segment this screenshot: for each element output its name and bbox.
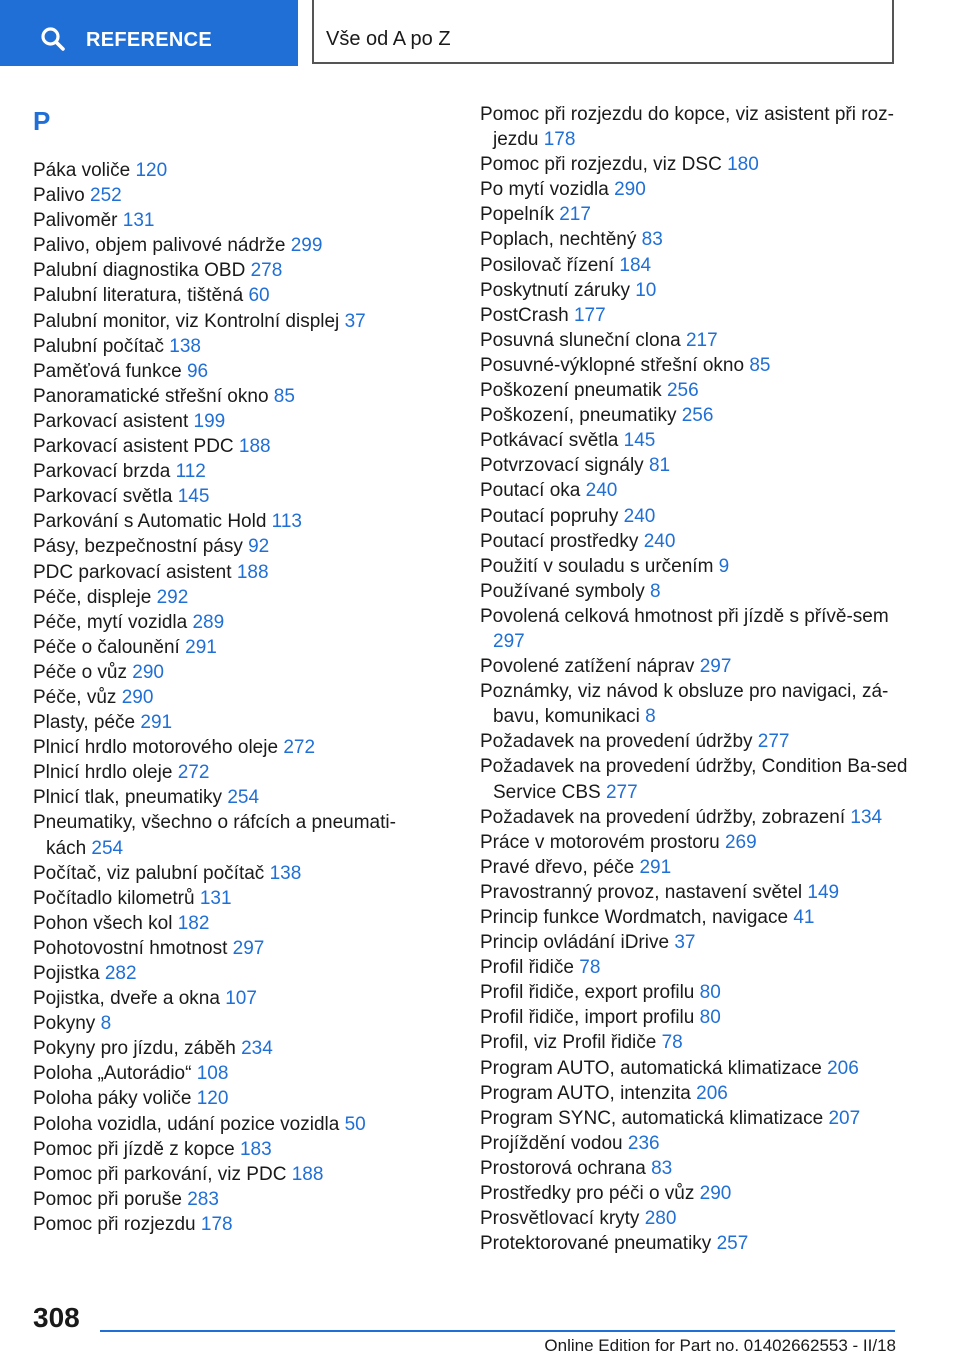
index-column-right	[480, 102, 910, 1256]
index-entry	[480, 278, 910, 303]
index-entry-text: Prostorová ochrana	[480, 1157, 646, 1179]
index-entry-page-link[interactable]: 272	[177, 762, 210, 784]
index-entry	[33, 986, 433, 1011]
index-entry	[33, 233, 433, 258]
index-entry-page-link[interactable]: 81	[648, 455, 671, 477]
index-entry	[480, 202, 910, 227]
index-entry-page-link[interactable]: 177	[573, 304, 606, 326]
index-entry-text: Poutací popruhy	[480, 505, 619, 527]
index-entry	[33, 810, 433, 860]
index-entry-page-link[interactable]: 206	[827, 1057, 859, 1079]
index-entry	[480, 1005, 910, 1030]
index-entry-text: Poplach, nechtěný	[480, 229, 637, 251]
index-entry	[480, 353, 910, 378]
index-entry-text: Pomoc při rozjezdu	[33, 1213, 196, 1235]
index-entry	[480, 1081, 910, 1106]
index-entry-text: Profil, viz Profil řidiče	[480, 1032, 657, 1054]
index-entry	[480, 378, 910, 403]
index-entry-text: Palubní monitor, viz Kontrolní displej	[33, 310, 340, 332]
index-entry-page-link[interactable]: 252	[90, 185, 122, 207]
index-entry-text: Poloha „Autorádio“	[33, 1063, 192, 1085]
index-entry-text: Poutací prostředky	[480, 530, 639, 552]
index-entry-page-link[interactable]: 131	[199, 887, 232, 909]
index-entry-text: Pravostranný provoz, nastavení světel	[480, 881, 803, 903]
index-entry-page-link[interactable]: 290	[699, 1183, 732, 1205]
index-entry-text: Palivo, objem palivové nádrže	[33, 235, 286, 257]
index-entry-text: Poutací oka	[480, 480, 581, 502]
index-entry	[33, 534, 433, 559]
index-entry-page-link[interactable]: 78	[579, 957, 601, 979]
index-entry-page-link[interactable]: 240	[585, 480, 618, 502]
index-entry-page-link[interactable]: 10	[635, 279, 657, 301]
index-entry-text: Poškození pneumatik	[480, 380, 662, 402]
index-entry-text: Pásy, bezpečnostní pásy	[33, 536, 243, 558]
index-entry-text: Palubní diagnostika OBD	[33, 260, 246, 282]
index-entry-page-link[interactable]: 236	[627, 1132, 660, 1154]
index-entry-page-link[interactable]: 280	[644, 1208, 677, 1230]
index-entry-text: Prosvětlovací kryty	[480, 1208, 640, 1230]
index-entry	[33, 1187, 433, 1212]
index-entry	[480, 930, 910, 955]
index-entry-text: Parkovací asistent PDC	[33, 436, 234, 458]
index-entry-text: Pomoc při poruše	[33, 1188, 182, 1210]
index-entry	[33, 886, 433, 911]
index-entry-text: Princip ovládání iDrive	[480, 932, 670, 954]
index-entry-text: Péče, displeje	[33, 586, 152, 608]
index-entry	[480, 478, 910, 503]
index-entry-page-link[interactable]: 131	[122, 210, 155, 232]
index-entry-page-link[interactable]: 50	[344, 1113, 366, 1135]
index-entry	[33, 459, 433, 484]
index-entry	[480, 980, 910, 1005]
index-entry	[480, 554, 910, 579]
index-entry-page-link[interactable]: 256	[681, 405, 714, 427]
index-entry-page-link[interactable]: 297	[232, 937, 265, 959]
index-entry-text: Popelník	[480, 204, 554, 226]
index-entry-page-link[interactable]: 206	[696, 1082, 728, 1104]
index-entry	[33, 1212, 433, 1237]
index-entry-page-link[interactable]: 282	[104, 963, 137, 984]
index-entry-page-link[interactable]: 291	[140, 712, 173, 734]
footer-divider	[100, 1330, 895, 1332]
index-entry-text: Povolené zatížení náprav	[480, 656, 695, 678]
index-entry-text: Profil řidiče	[480, 957, 574, 979]
index-entry-text: Princip funkce Wordmatch, navigace	[480, 907, 789, 928]
index-entry-text: Potkávací světla	[480, 430, 619, 452]
index-entry	[33, 258, 433, 283]
index-entry	[480, 1231, 910, 1256]
index-entry-text: Požadavek na provedení údržby	[480, 731, 753, 753]
page-number: 308	[33, 1302, 80, 1333]
index-entry	[33, 911, 433, 936]
index-entry	[480, 905, 910, 930]
index-entry	[33, 183, 433, 208]
index-entry-page-link[interactable]: 108	[196, 1063, 229, 1085]
index-entry-text: Palubní počítač	[33, 335, 164, 357]
index-entry-page-link[interactable]: 256	[666, 380, 699, 402]
index-entry-page-link[interactable]: 184	[619, 254, 652, 276]
index-entry	[33, 1162, 433, 1187]
index-entry-text: Program SYNC, automatická klimatizace	[480, 1107, 824, 1129]
index-entry-page-link[interactable]: 9	[718, 555, 730, 577]
index-entry-text: PDC parkovací asistent	[33, 561, 232, 583]
index-entry-page-link[interactable]: 199	[193, 410, 226, 432]
index-entry	[480, 830, 910, 855]
index-entry-page-link[interactable]: 37	[674, 932, 696, 954]
index-entry-text: Parkovací brzda	[33, 461, 171, 483]
index-entry-page-link[interactable]: 278	[250, 260, 283, 282]
index-entry-page-link[interactable]: 290	[614, 179, 646, 201]
index-entry-page-link[interactable]: 178	[543, 129, 576, 151]
index-entry-text: Práce v motorovém prostoru	[480, 831, 720, 853]
index-entry-text: Parkovací asistent	[33, 410, 189, 432]
index-entry	[33, 1011, 433, 1036]
index-entry-page-link[interactable]: 290	[121, 686, 154, 708]
index-entry-text: Projíždění vodou	[480, 1132, 623, 1154]
index-entry-text: Pohotovostní hmotnost	[33, 937, 228, 959]
section-title: Vše od A po Z	[326, 28, 451, 50]
index-entry-text: Posuvné-výklopné střešní okno	[480, 354, 745, 376]
index-entry	[33, 384, 433, 409]
index-entry-text: PostCrash	[480, 304, 569, 326]
index-entry-text: Pojistka	[33, 963, 100, 984]
index-entry-page-link[interactable]: 85	[749, 354, 771, 376]
index-entry-page-link[interactable]: 78	[661, 1032, 683, 1054]
index-entry	[33, 585, 433, 610]
index-entry-text: Péče o vůz	[33, 661, 127, 683]
index-entry-page-link[interactable]: 289	[192, 611, 225, 633]
index-entry-page-link[interactable]: 96	[186, 360, 209, 382]
index-entry-text: Plasty, péče	[33, 712, 136, 734]
index-entry-text: Poškození, pneumatiky	[480, 405, 677, 427]
index-entry-page-link[interactable]: 240	[623, 505, 656, 527]
index-entry	[480, 1206, 910, 1231]
index-entry	[33, 334, 433, 359]
index-entry	[33, 359, 433, 384]
index-entry-page-link[interactable]: 188	[236, 561, 269, 583]
footer-edition-text: Online Edition for Part no. 01402662553 - II/18	[544, 1336, 896, 1355]
index-entry-text: Pohon všech kol	[33, 912, 173, 934]
index-entry-page-link[interactable]: 138	[269, 862, 302, 884]
index-entry	[33, 635, 433, 660]
index-entry-page-link[interactable]: 178	[200, 1213, 233, 1235]
index-entry	[480, 679, 910, 729]
index-entry	[33, 1061, 433, 1086]
index-entry	[33, 861, 433, 886]
index-entry-page-link[interactable]: 291	[185, 636, 217, 658]
index-entry	[33, 936, 433, 961]
index-entry-page-link[interactable]: 217	[685, 329, 718, 351]
index-entry-page-link[interactable]: 290	[132, 661, 164, 683]
index-entry	[33, 509, 433, 534]
index-entry	[480, 227, 910, 252]
index-entry	[33, 760, 433, 785]
index-entry-page-link[interactable]: 291	[639, 856, 672, 878]
index-entry-text: Program AUTO, automatická klimatizace	[480, 1057, 822, 1079]
index-entry-text: Používané symboly	[480, 580, 645, 602]
index-entry-text: Plnicí hrdlo motorového oleje	[33, 737, 279, 759]
index-entry	[480, 579, 910, 604]
index-entry-text: Protektorované pneumatiky	[480, 1233, 712, 1255]
index-entry	[480, 1156, 910, 1181]
index-entry	[33, 785, 433, 810]
index-entry-page-link[interactable]: 183	[239, 1138, 272, 1160]
index-entry	[33, 660, 433, 685]
index-section-letter: P	[33, 106, 51, 136]
index-entry-page-link[interactable]: 188	[291, 1163, 324, 1185]
reference-label: REFERENCE	[86, 29, 213, 51]
index-entry-page-link[interactable]: 120	[196, 1088, 229, 1110]
index-entry	[33, 735, 433, 760]
index-entry-page-link[interactable]: 83	[651, 1157, 673, 1179]
index-entry	[33, 309, 433, 334]
index-entry-text: Palivoměr	[33, 210, 118, 232]
index-entry	[480, 729, 910, 754]
index-entry-page-link[interactable]: 37	[344, 310, 366, 332]
index-entry-text: Palivo	[33, 185, 85, 207]
index-entry-page-link[interactable]: 138	[169, 335, 201, 357]
index-entry-page-link[interactable]: 297	[493, 630, 525, 652]
index-entry	[33, 1036, 433, 1061]
index-entry-page-link[interactable]: 8	[645, 706, 656, 728]
index-entry	[480, 955, 910, 980]
index-entry	[480, 303, 910, 328]
index-entry-text: Povolená celková hmotnost při jízdě s přívě-sem	[480, 605, 889, 627]
page-header	[0, 0, 960, 66]
index-entry-text: Profil řidiče, import profilu	[480, 1007, 695, 1029]
index-entry-page-link[interactable]: 277	[757, 731, 790, 753]
index-entry-text: Pravé dřevo, péče	[480, 856, 635, 878]
index-entry-page-link[interactable]: 257	[716, 1233, 749, 1255]
index-entry-page-link[interactable]: 292	[156, 586, 189, 608]
index-entry	[480, 504, 910, 529]
index-entry-page-link[interactable]: 113	[271, 511, 302, 533]
index-entry-page-link[interactable]: 8	[650, 580, 661, 602]
index-entry-text: Pomoc při parkování, viz PDC	[33, 1163, 287, 1185]
index-entry	[480, 152, 910, 177]
index-entry	[480, 1030, 910, 1055]
index-entry-text: Posilovač řízení	[480, 254, 615, 276]
index-entry	[33, 961, 433, 986]
index-entry-text: Prostředky pro péči o vůz	[480, 1183, 695, 1205]
index-entry-text: Parkování s Automatic Hold	[33, 511, 267, 533]
index-entry	[480, 453, 910, 478]
index-entry-page-link[interactable]: 283	[187, 1188, 219, 1210]
index-entry	[480, 253, 910, 278]
index-entry-text: Pokyny	[33, 1013, 96, 1035]
index-entry-text: Pojistka, dveře a okna	[33, 988, 220, 1010]
index-entry	[480, 754, 910, 804]
index-entry	[33, 434, 433, 459]
index-entry-text: Pomoc při jízdě z kopce	[33, 1138, 235, 1160]
index-entry-page-link[interactable]: 182	[177, 912, 210, 934]
index-entry-page-link[interactable]: 207	[828, 1107, 861, 1129]
index-entry-page-link[interactable]: 80	[699, 982, 721, 1004]
index-entry-text: Plnicí tlak, pneumatiky	[33, 787, 223, 809]
index-entry-page-link[interactable]: 145	[177, 486, 210, 508]
index-entry-text: Potvrzovací signály	[480, 455, 644, 477]
index-entry	[480, 529, 910, 554]
index-entry-page-link[interactable]: 60	[248, 285, 270, 307]
index-entry-text: Pokyny pro jízdu, záběh	[33, 1038, 236, 1060]
index-entry	[480, 604, 910, 654]
index-entry-text: Po mytí vozidla	[480, 179, 609, 201]
search-icon	[40, 26, 66, 52]
index-entry	[33, 283, 433, 308]
index-entry	[480, 880, 910, 905]
index-entry	[480, 328, 910, 353]
index-entry-page-link[interactable]: 8	[100, 1013, 112, 1035]
index-entry	[480, 1056, 910, 1081]
index-entry-text: Program AUTO, intenzita	[480, 1082, 691, 1104]
index-entry-page-link[interactable]: 254	[227, 787, 260, 809]
index-entry-page-link[interactable]: 217	[559, 204, 591, 226]
index-entry-text: Plnicí hrdlo oleje	[33, 762, 173, 784]
index-entry	[33, 484, 433, 509]
index-entry-page-link[interactable]: 134	[850, 806, 883, 828]
index-entry	[480, 805, 910, 830]
index-entry-page-link[interactable]: 269	[724, 831, 757, 853]
index-entry-text: Parkovací světla	[33, 486, 173, 508]
index-entry-page-link[interactable]: 299	[290, 235, 323, 257]
index-entry-page-link[interactable]: 85	[273, 385, 295, 407]
index-entry	[480, 102, 910, 152]
index-entry-page-link[interactable]: 240	[643, 530, 676, 552]
index-entry	[33, 409, 433, 434]
index-entry-page-link[interactable]: 145	[623, 430, 656, 452]
index-entry-page-link[interactable]: 120	[135, 160, 168, 181]
index-entry-text: Péče, vůz	[33, 686, 117, 708]
index-entry-text: Poznámky, viz návod k obsluze pro navigaci, zá-bavu, komunikaci	[480, 681, 889, 728]
index-entry	[33, 158, 433, 183]
reference-tab[interactable]	[0, 0, 298, 66]
index-entry-page-link[interactable]: 234	[241, 1038, 273, 1060]
index-entry	[33, 610, 433, 635]
index-entry	[33, 1086, 433, 1111]
index-entry	[480, 654, 910, 679]
index-entry	[480, 403, 910, 428]
index-entry-text: Panoramatické střešní okno	[33, 385, 269, 407]
index-entry-text: Posuvná sluneční clona	[480, 329, 681, 351]
index-entry	[480, 177, 910, 202]
index-entry-text: Poloha páky voliče	[33, 1088, 192, 1110]
index-entry-page-link[interactable]: 297	[699, 656, 732, 678]
index-entry	[33, 560, 433, 585]
index-entry-text: Počítadlo kilometrů	[33, 887, 195, 909]
index-entry	[33, 710, 433, 735]
index-entry-page-link[interactable]: 80	[699, 1007, 721, 1029]
index-entry	[33, 1112, 433, 1137]
index-entry	[480, 428, 910, 453]
index-entry-page-link[interactable]: 112	[175, 461, 206, 483]
index-entry-page-link[interactable]: 41	[793, 907, 815, 928]
index-entry-text: Poskytnutí záruky	[480, 279, 630, 301]
index-entry-text: Péče o čalounění	[33, 636, 180, 658]
index-entry-text: Palubní literatura, tištěná	[33, 285, 244, 307]
index-entry-page-link[interactable]: 254	[91, 837, 124, 859]
index-column-left	[33, 158, 433, 1237]
index-entry-page-link[interactable]: 277	[605, 781, 638, 803]
index-entry-page-link[interactable]: 83	[641, 229, 663, 251]
index-entry-page-link[interactable]: 92	[248, 536, 270, 558]
index-entry	[480, 1181, 910, 1206]
index-entry-page-link[interactable]: 188	[238, 436, 271, 458]
index-entry-page-link[interactable]: 107	[225, 988, 257, 1010]
index-entry-text: Pneumatiky, všechno o ráfcích a pneumati-kách	[33, 812, 396, 859]
index-entry	[33, 208, 433, 233]
index-entry-text: Páka voliče	[33, 160, 131, 181]
index-entry-page-link[interactable]: 272	[283, 737, 316, 759]
index-entry-text: Profil řidiče, export profilu	[480, 982, 695, 1004]
index-entry-text: Pomoc při rozjezdu, viz DSC	[480, 154, 722, 176]
index-entry	[480, 1106, 910, 1131]
index-entry	[480, 1131, 910, 1156]
index-entry-text: Požadavek na provedení údržby, zobrazení	[480, 806, 846, 828]
index-entry-text: Počítač, viz palubní počítač	[33, 862, 265, 884]
section-title-box	[312, 0, 894, 64]
index-entry-page-link[interactable]: 149	[807, 881, 840, 903]
index-entry-page-link[interactable]: 180	[727, 154, 759, 176]
index-entry-text: Poloha vozidla, udání pozice vozidla	[33, 1113, 340, 1135]
index-entry	[33, 685, 433, 710]
index-entry-text: Péče, mytí vozidla	[33, 611, 188, 633]
index-entry-text: Paměťová funkce	[33, 360, 182, 382]
index-entry-text: Použití v souladu s určením	[480, 555, 714, 577]
index-entry-text: Požadavek na provedení údržby, Condition Ba-sed Service CBS	[480, 756, 908, 803]
index-entry	[33, 1137, 433, 1162]
index-entry	[480, 855, 910, 880]
index-entry-text: Pomoc při rozjezdu do kopce, viz asistent při roz-jezdu	[480, 104, 894, 151]
